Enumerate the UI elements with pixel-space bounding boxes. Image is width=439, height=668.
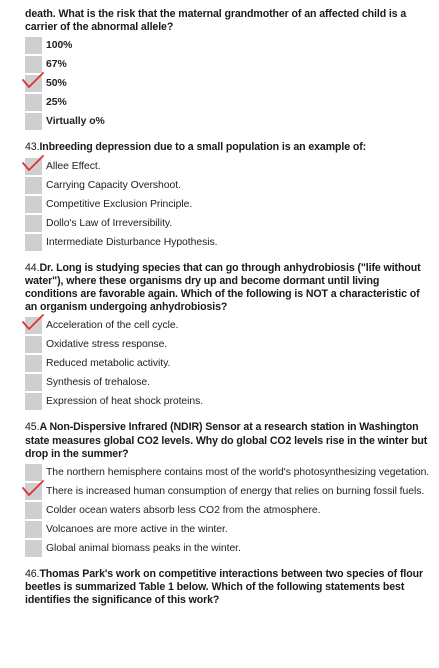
checkbox-icon[interactable]: [25, 113, 42, 130]
answer-option[interactable]: [25, 112, 430, 131]
checkbox-icon[interactable]: [25, 196, 42, 213]
answer-option[interactable]: [25, 316, 430, 335]
question-block: [25, 141, 430, 251]
question-block: [25, 262, 430, 412]
question-text: [25, 262, 430, 315]
answer-option-label: Allee Effect.: [46, 160, 101, 172]
answer-option[interactable]: [25, 392, 430, 411]
question-number: 45.: [25, 421, 40, 434]
question-number: 43.: [25, 141, 40, 154]
answer-options: [25, 463, 430, 558]
answer-option[interactable]: [25, 93, 430, 112]
question-prompt: Inbreeding depression due to a small population is an example of:: [39, 141, 367, 154]
checkbox-icon[interactable]: [25, 393, 42, 410]
question-text: [25, 421, 430, 461]
answer-option-label: 50%: [46, 78, 67, 90]
answer-option[interactable]: [25, 482, 430, 501]
checkbox-icon[interactable]: [25, 483, 42, 500]
answer-option-label: Virtually o%: [46, 116, 105, 128]
answer-option[interactable]: [25, 354, 430, 373]
question-spacer: [25, 252, 430, 262]
checkbox-icon[interactable]: [25, 502, 42, 519]
answer-option-label: The northern hemisphere contains most of the world's photosynthesizing vegetation.: [46, 467, 430, 479]
question-block: [25, 568, 430, 608]
answer-option-label: Expression of heat shock proteins.: [46, 396, 204, 408]
answer-option[interactable]: [25, 233, 430, 252]
answer-option[interactable]: [25, 373, 430, 392]
checkbox-icon[interactable]: [25, 158, 42, 175]
answer-option-label: There is increased human consumption of energy that relies on burning fossil fuels.: [46, 486, 425, 498]
checkbox-icon[interactable]: [25, 94, 42, 111]
question-number: 44.: [25, 261, 40, 274]
answer-option[interactable]: [25, 463, 430, 482]
checkbox-icon[interactable]: [25, 234, 42, 251]
checkbox-icon[interactable]: [25, 521, 42, 538]
answer-option[interactable]: [25, 74, 430, 93]
question-text: [25, 568, 430, 608]
answer-option-label: Intermediate Disturbance Hypothesis.: [46, 236, 218, 248]
question-prompt: death. What is the risk that the maternal grandmother of an affected child is a carrier of the abnormal allele?: [25, 8, 407, 34]
checkbox-icon[interactable]: [25, 75, 42, 92]
answer-option[interactable]: [25, 214, 430, 233]
answer-option[interactable]: [25, 157, 430, 176]
answer-option-label: 25%: [46, 97, 67, 109]
answer-option[interactable]: [25, 36, 430, 55]
answer-option-label: 100%: [46, 40, 73, 52]
answer-option[interactable]: [25, 520, 430, 539]
checkbox-icon[interactable]: [25, 317, 42, 334]
question-block: [25, 421, 430, 558]
checkbox-icon[interactable]: [25, 355, 42, 372]
question-spacer: [25, 411, 430, 421]
checkbox-icon[interactable]: [25, 540, 42, 557]
answer-options: [25, 157, 430, 252]
answer-option-label: Carrying Capacity Overshoot.: [46, 179, 181, 191]
answer-option[interactable]: [25, 195, 430, 214]
checkbox-icon[interactable]: [25, 336, 42, 353]
question-spacer: [25, 131, 430, 141]
checkbox-icon[interactable]: [25, 215, 42, 232]
answer-option[interactable]: [25, 501, 430, 520]
exam-page: [25, 8, 430, 608]
answer-option[interactable]: [25, 55, 430, 74]
answer-options: [25, 316, 430, 411]
answer-option-label: Oxidative stress response.: [46, 339, 168, 351]
answer-option-label: Colder ocean waters absorb less CO2 from the atmosphere.: [46, 505, 321, 517]
question-number: 46.: [25, 568, 40, 581]
answer-option-label: Reduced metabolic activity.: [46, 358, 171, 370]
checkbox-icon[interactable]: [25, 177, 42, 194]
question-text: [25, 8, 430, 34]
answer-option-label: Competitive Exclusion Principle.: [46, 198, 193, 210]
checkbox-icon[interactable]: [25, 56, 42, 73]
answer-option-label: Global animal biomass peaks in the winter.: [46, 543, 241, 555]
question-spacer: [25, 558, 430, 568]
checkbox-icon[interactable]: [25, 374, 42, 391]
checkbox-icon[interactable]: [25, 37, 42, 54]
question-prompt: Thomas Park's work on competitive interactions between two species of flour beetles is summarized Table 1 below. Which of the following statements best identifies the significance of this work?: [25, 568, 423, 607]
answer-option[interactable]: [25, 539, 430, 558]
question-prompt: A Non-Dispersive Infrared (NDIR) Sensor at a research station in Washington state measures global CO2 levels. Why do global CO2 levels rise in the winter but drop in the summer?: [25, 421, 428, 460]
answer-option-label: 67%: [46, 59, 67, 71]
answer-option[interactable]: [25, 176, 430, 195]
question-text: [25, 141, 430, 154]
answer-option-label: Synthesis of trehalose.: [46, 377, 150, 389]
answer-option[interactable]: [25, 335, 430, 354]
answer-options: [25, 36, 430, 131]
answer-option-label: Acceleration of the cell cycle.: [46, 320, 179, 332]
question-block: [25, 8, 430, 131]
checkbox-icon[interactable]: [25, 464, 42, 481]
answer-option-label: Volcanoes are more active in the winter.: [46, 524, 228, 536]
question-prompt: Dr. Long is studying species that can go through anhydrobiosis ("life without water"), where these organisms dry up and become dormant until living conditions are favorable again. Which of the following is NOT a characteristic of an organism undergoing anhydrobiosis?: [25, 261, 421, 314]
answer-option-label: Dollo's Law of Irreversibility.: [46, 217, 173, 229]
